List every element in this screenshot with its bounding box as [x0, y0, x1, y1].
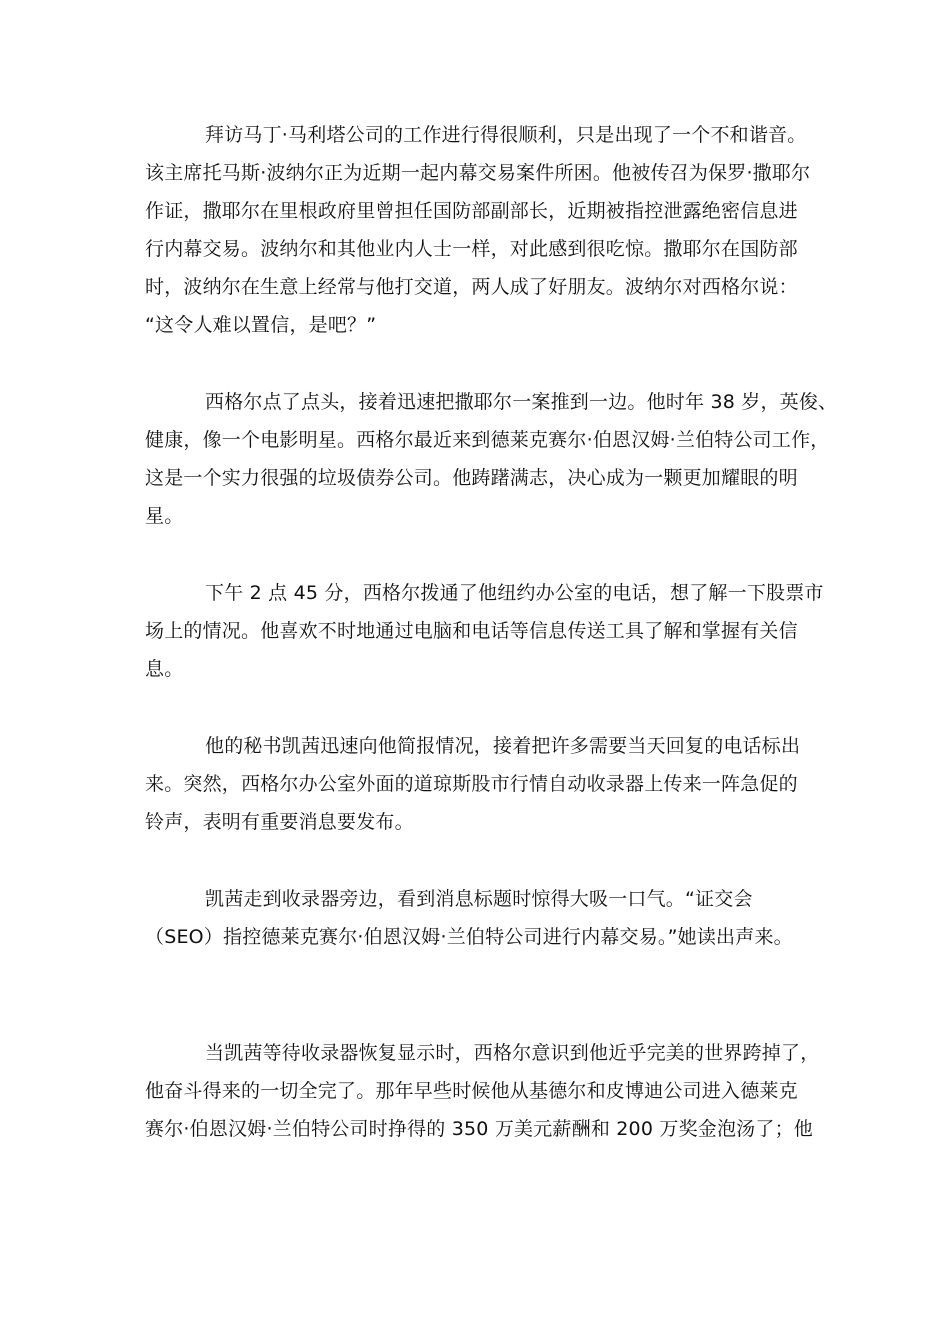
paragraph-1-line-2: 该主席托马斯·波纳尔正为近期一起内幕交易案件所困。他被传召为保罗·撒耶尔	[145, 162, 811, 184]
paragraph-1-line-6: “这令人难以置信，是吧？”	[145, 314, 377, 336]
paragraph-3-line-1: 下午 2 点 45 分，西格尔拨通了他纽约办公室的电话，想了解一下股票市	[205, 582, 824, 604]
paragraph-4-line-3: 铃声，表明有重要消息要发布。	[145, 811, 414, 833]
paragraph-6-line-3: 赛尔·伯恩汉姆·兰伯特公司时挣得的 350 万美元薪酬和 200 万奖金泡汤了；他	[145, 1118, 813, 1140]
paragraph-2-line-4: 星。	[145, 505, 184, 527]
paragraph-1-line-1: 拜访马丁·马利塔公司的工作进行得很顺利，只是出现了一个不和谐音。	[205, 124, 807, 146]
paragraph-1-line-5: 时，波纳尔在生意上经常与他打交道，两人成了好朋友。波纳尔对西格尔说：	[145, 276, 798, 298]
paragraph-4-line-2: 来。突然，西格尔办公室外面的道琼斯股市行情自动收录器上传来一阵急促的	[145, 773, 798, 795]
paragraph-6-line-1: 当凯茜等待收录器恢复显示时，西格尔意识到他近乎完美的世界跨掉了，	[205, 1042, 820, 1064]
paragraph-4-line-1: 他的秘书凯茜迅速向他简报情况，接着把许多需要当天回复的电话标出	[205, 735, 801, 757]
paragraph-5-line-2: （SEO）指控德莱克赛尔·伯恩汉姆·兰伯特公司进行内幕交易。”她读出声来。	[145, 926, 793, 948]
paragraph-3-line-2: 场上的情况。他喜欢不时地通过电脑和电话等信息传送工具了解和掌握有关信	[145, 620, 798, 642]
paragraph-6-line-2: 他奋斗得来的一切全完了。那年早些时候他从基德尔和皮博迪公司进入德莱克	[145, 1080, 798, 1102]
paragraph-2-line-2: 健康，像一个电影明星。西格尔最近来到德莱克赛尔·伯恩汉姆·兰伯特公司工作，	[145, 429, 830, 451]
paragraph-1-line-4: 行内幕交易。波纳尔和其他业内人士一样，对此感到很吃惊。撒耶尔在国防部	[145, 238, 798, 260]
paragraph-5-line-1: 凯茜走到收录器旁边，看到消息标题时惊得大吸一口气。“证交会	[205, 888, 753, 910]
paragraph-1-line-3: 作证，撒耶尔在里根政府里曾担任国防部副部长，近期被指控泄露绝密信息进	[145, 200, 798, 222]
paragraph-3-line-3: 息。	[145, 658, 184, 680]
paragraph-2-line-3: 这是一个实力很强的垃圾债券公司。他踌躇满志，决心成为一颗更加耀眼的明	[145, 467, 798, 489]
paragraph-2-line-1: 西格尔点了点头，接着迅速把撒耶尔一案推到一边。他时年 38 岁，英俊、	[205, 391, 838, 413]
